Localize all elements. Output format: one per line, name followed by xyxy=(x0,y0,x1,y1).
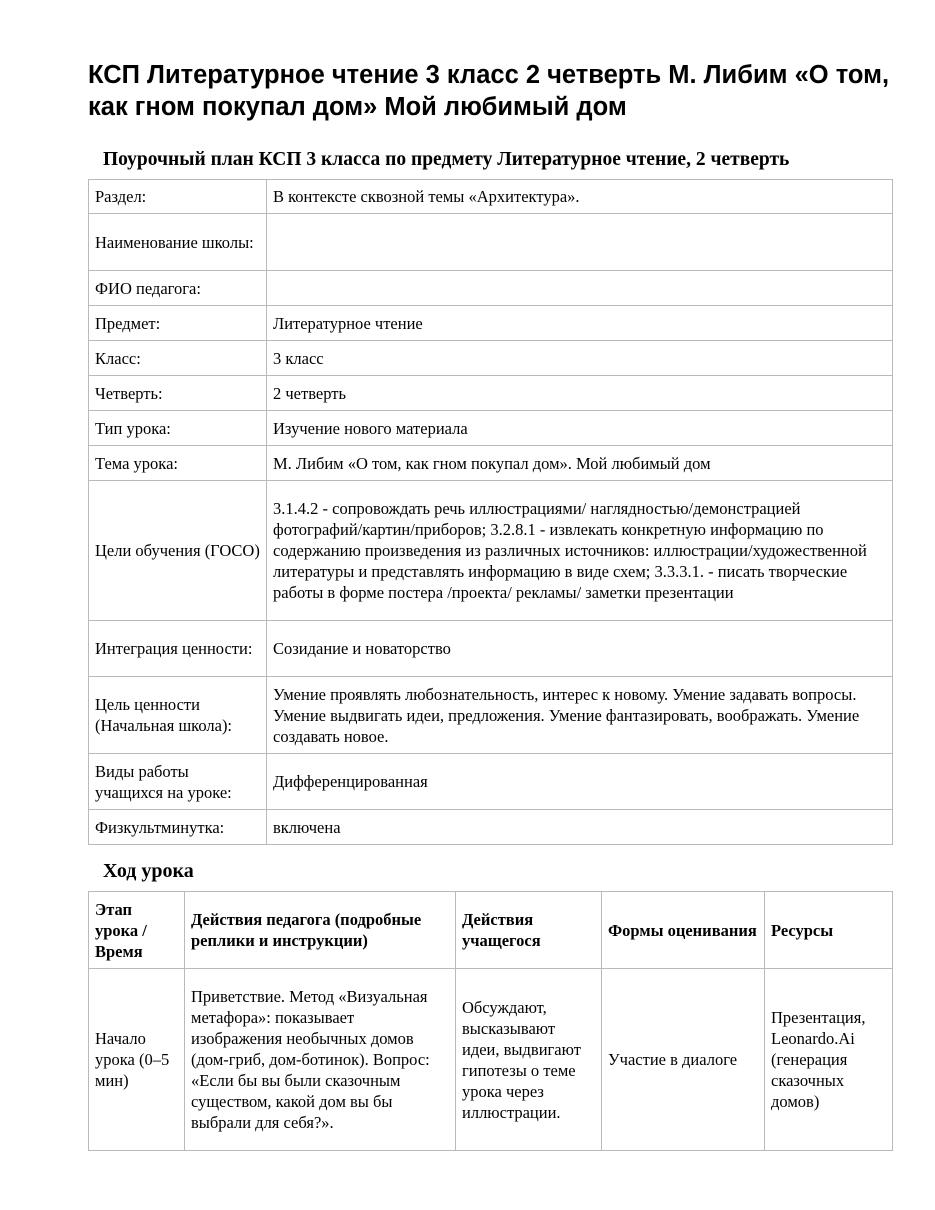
info-label: Интеграция ценности: xyxy=(89,621,267,677)
cell-resources: Презентация, Leonardo.Ai (генерация сказочных домов) xyxy=(765,969,893,1151)
info-row-lesson-type xyxy=(89,411,893,446)
lesson-table-header-row xyxy=(89,892,893,969)
info-value: В контексте сквозной темы «Архитектура». xyxy=(267,180,893,214)
info-label: Виды работы учащихся на уроке: xyxy=(89,754,267,810)
info-label: Тема урока: xyxy=(89,446,267,481)
info-label: Четверть: xyxy=(89,376,267,411)
info-label: Тип урока: xyxy=(89,411,267,446)
info-label: Цель ценности (Начальная школа): xyxy=(89,677,267,754)
lesson-progress-heading: Ход урока xyxy=(103,860,194,882)
info-row-teacher xyxy=(89,271,893,306)
info-value: 2 четверть xyxy=(267,376,893,411)
info-row-subject xyxy=(89,306,893,341)
info-label: Раздел: xyxy=(89,180,267,214)
info-row-work-types xyxy=(89,754,893,810)
lesson-table-row xyxy=(89,969,893,1151)
info-value: Дифференцированная xyxy=(267,754,893,810)
info-value xyxy=(267,271,893,306)
info-value: Умение проявлять любознательность, интерес к новому. Умение задавать вопросы. Умение выдвигать идеи, предложения. Умение фантазировать, воображать. Умение создавать новое. xyxy=(267,677,893,754)
info-label: ФИО педагога: xyxy=(89,271,267,306)
info-row-quarter xyxy=(89,376,893,411)
info-label: Физкультминутка: xyxy=(89,810,267,845)
info-label: Цели обучения (ГОСО) xyxy=(89,481,267,621)
document-title: КСП Литературное чтение 3 класс 2 четверть М. Либим «О том, как гном покупал дом» Мой любимый дом xyxy=(88,61,890,121)
info-row-learning-goals xyxy=(89,481,893,621)
plan-heading: Поурочный план КСП 3 класса по предмету Литературное чтение, 2 четверть xyxy=(103,149,790,170)
info-row-value-goal xyxy=(89,677,893,754)
info-value: Созидание и новаторство xyxy=(267,621,893,677)
info-row-school xyxy=(89,214,893,271)
info-value xyxy=(267,214,893,271)
header-assessment-forms: Формы оценивания xyxy=(602,892,765,969)
header-stage-time: Этап урока / Время xyxy=(89,892,185,969)
info-row-section xyxy=(89,180,893,214)
info-value: 3 класс xyxy=(267,341,893,376)
info-value: М. Либим «О том, как гном покупал дом». Мой любимый дом xyxy=(267,446,893,481)
header-resources: Ресурсы xyxy=(765,892,893,969)
info-label: Наименование школы: xyxy=(89,214,267,271)
header-teacher-actions: Действия педагога (подробные реплики и инструкции) xyxy=(185,892,456,969)
cell-student-actions: Обсуждают, высказывают идеи, выдвигают гипотезы о теме урока через иллюстрации. xyxy=(456,969,602,1151)
info-value: 3.1.4.2 - сопровождать речь иллюстрациями/ наглядностью/демонстрацией фотографий/картин/приборов; 3.2.8.1 - извлекать конкретную информацию по содержанию произведения из различных источников: иллюстрации/художественной литературы и представлять информацию в виде схем; 3.3.3.1. - писать творческие работы в форме постера /проекта/ рекламы/ заметки презентации xyxy=(267,481,893,621)
header-student-actions: Действия учащегося xyxy=(456,892,602,969)
cell-teacher-actions: Приветствие. Метод «Визуальная метафора»: показывает изображения необычных домов (дом-гриб, дом-ботинок). Вопрос: «Если бы вы были сказочным существом, какой дом вы бы выбрали для себя?». xyxy=(185,969,456,1151)
info-value: включена xyxy=(267,810,893,845)
cell-assessment-forms: Участие в диалоге xyxy=(602,969,765,1151)
info-label: Класс: xyxy=(89,341,267,376)
cell-stage-time: Начало урока (0–5 мин) xyxy=(89,969,185,1151)
info-label: Предмет: xyxy=(89,306,267,341)
info-row-values-integration xyxy=(89,621,893,677)
info-value: Литературное чтение xyxy=(267,306,893,341)
info-row-lesson-topic xyxy=(89,446,893,481)
info-row-physical-break xyxy=(89,810,893,845)
info-value: Изучение нового материала xyxy=(267,411,893,446)
info-row-grade xyxy=(89,341,893,376)
lesson-progress-table xyxy=(88,891,893,1151)
lesson-info-table xyxy=(88,179,893,845)
